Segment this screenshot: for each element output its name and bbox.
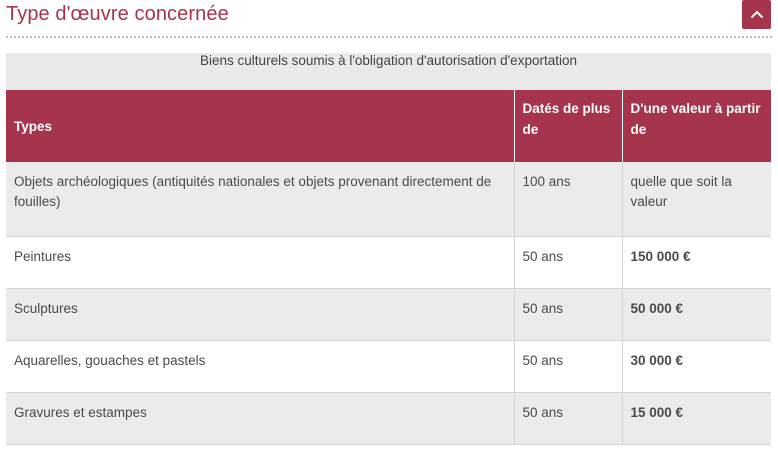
export-authorization-table (6, 53, 771, 445)
cell-type: Gravures et estampes (6, 392, 514, 444)
cell-value: 15 000 € (622, 392, 771, 444)
cell-age: 100 ans (514, 162, 622, 236)
cell-value: 150 000 € (622, 236, 771, 288)
table-header-row (6, 90, 771, 162)
table-row (6, 340, 771, 392)
table-row (6, 236, 771, 288)
cell-type: Sculptures (6, 288, 514, 340)
cell-type: Peintures (6, 236, 514, 288)
table-row (6, 288, 771, 340)
cell-type: Aquarelles, gouaches et pastels (6, 340, 514, 392)
table-caption: Biens culturels soumis à l'obligation d'autorisation d'exportation (6, 53, 771, 90)
cell-type: Objets archéologiques (antiquités nationales et objets provenant directement de fouilles) (6, 162, 514, 236)
column-header-age: Datés de plus de (514, 90, 622, 162)
cell-age: 50 ans (514, 392, 622, 444)
cell-age: 50 ans (514, 236, 622, 288)
cell-age: 50 ans (514, 340, 622, 392)
collapse-toggle-button[interactable] (742, 0, 771, 29)
column-header-types: Types (6, 90, 514, 162)
cell-value: 50 000 € (622, 288, 771, 340)
section-title: Type d'œuvre concernée (6, 3, 229, 25)
column-header-value: D'une valeur à partir de (622, 90, 771, 162)
dotted-divider (6, 36, 772, 38)
section-header (0, 0, 778, 38)
cell-age: 50 ans (514, 288, 622, 340)
chevron-up-icon (750, 10, 764, 19)
table-row (6, 392, 771, 444)
cell-value: quelle que soit la valeur (622, 162, 771, 236)
cell-value: 30 000 € (622, 340, 771, 392)
table-caption-row (6, 53, 771, 90)
table-row (6, 162, 771, 236)
